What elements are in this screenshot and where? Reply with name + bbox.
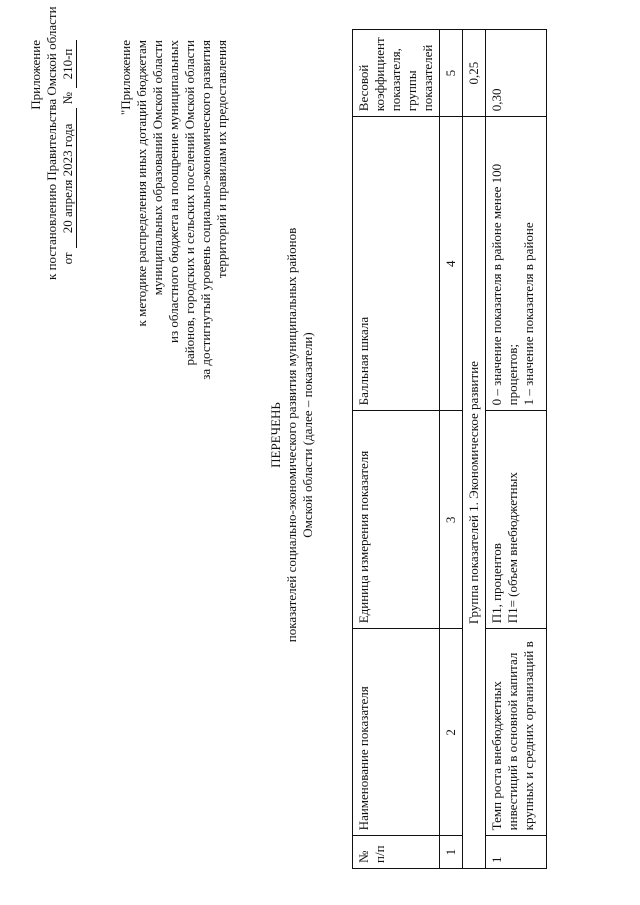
document-heading [268, 125, 316, 745]
row-scale-line1: 0 – значение показателя в районе менее 100 процентов; [489, 163, 520, 406]
methodology-line: к методике распределения иных дотаций бюджетам [134, 40, 149, 327]
table-row [486, 30, 547, 869]
column-number: 4 [440, 117, 463, 411]
column-number: 3 [440, 411, 463, 629]
row-num: 1 [486, 836, 547, 869]
appendix-from-label: от [60, 252, 75, 265]
appendix-date: 20 апреля 2023 года [60, 108, 77, 248]
methodology-line: из областного бюджета на поощрение муниципальных [166, 40, 181, 343]
header-unit: Единица измерения показателя [353, 411, 440, 629]
appendix-block [28, 6, 77, 280]
heading-title: ПЕРЕЧЕНЬ [268, 402, 283, 468]
methodology-block [118, 40, 230, 440]
heading-subtitle-line2: Омской области (далее – показатели) [300, 332, 315, 538]
column-number-row [440, 30, 463, 869]
row-unit [486, 411, 547, 629]
group-weight: 0,25 [463, 30, 486, 117]
row-scale-line2: 1 – значение показателя в районе [521, 222, 536, 406]
indicators-table [352, 29, 547, 869]
appendix-date-row [60, 40, 77, 280]
methodology-line: за достигнутый уровень социально-экономического развития [198, 40, 213, 380]
header-weight: Весовой коэффициент показателя, группы показателей [353, 30, 440, 117]
methodology-line: муниципальных образований Омской области [150, 40, 165, 296]
row-unit-line2: П1= (объем внебюджетных [505, 472, 520, 624]
table-header-row [353, 30, 440, 869]
row-weight: 0,30 [486, 30, 547, 117]
methodology-line: районов, городских и сельских поселений Омской области [182, 40, 197, 366]
heading-subtitle-line1: показателей социально-экономического развития муниципальных районов [284, 227, 299, 643]
appendix-number-label: № [60, 92, 75, 105]
appendix-number: 210-п [60, 40, 77, 88]
column-number: 2 [440, 629, 463, 836]
column-number: 5 [440, 30, 463, 117]
methodology-line: территорий и правилам их предоставления [214, 40, 229, 279]
appendix-decree-line: к постановлению Правительства Омской области [44, 6, 59, 280]
header-name: Наименование показателя [353, 629, 440, 836]
group-row [463, 30, 486, 869]
column-number: 1 [440, 836, 463, 869]
row-scale [486, 117, 547, 411]
header-scale: Балльная шкала [353, 117, 440, 411]
row-name: Темп роста внебюджетных инвестиций в основной капитал крупных и средних организаций в [486, 629, 547, 836]
header-num: № п/п [353, 836, 440, 869]
methodology-line: "Приложение [118, 40, 133, 116]
row-unit-line1: П1, процентов [489, 543, 504, 624]
appendix-title: Приложение [28, 40, 43, 110]
group-label: Группа показателей 1. Экономическое развитие [463, 117, 486, 869]
